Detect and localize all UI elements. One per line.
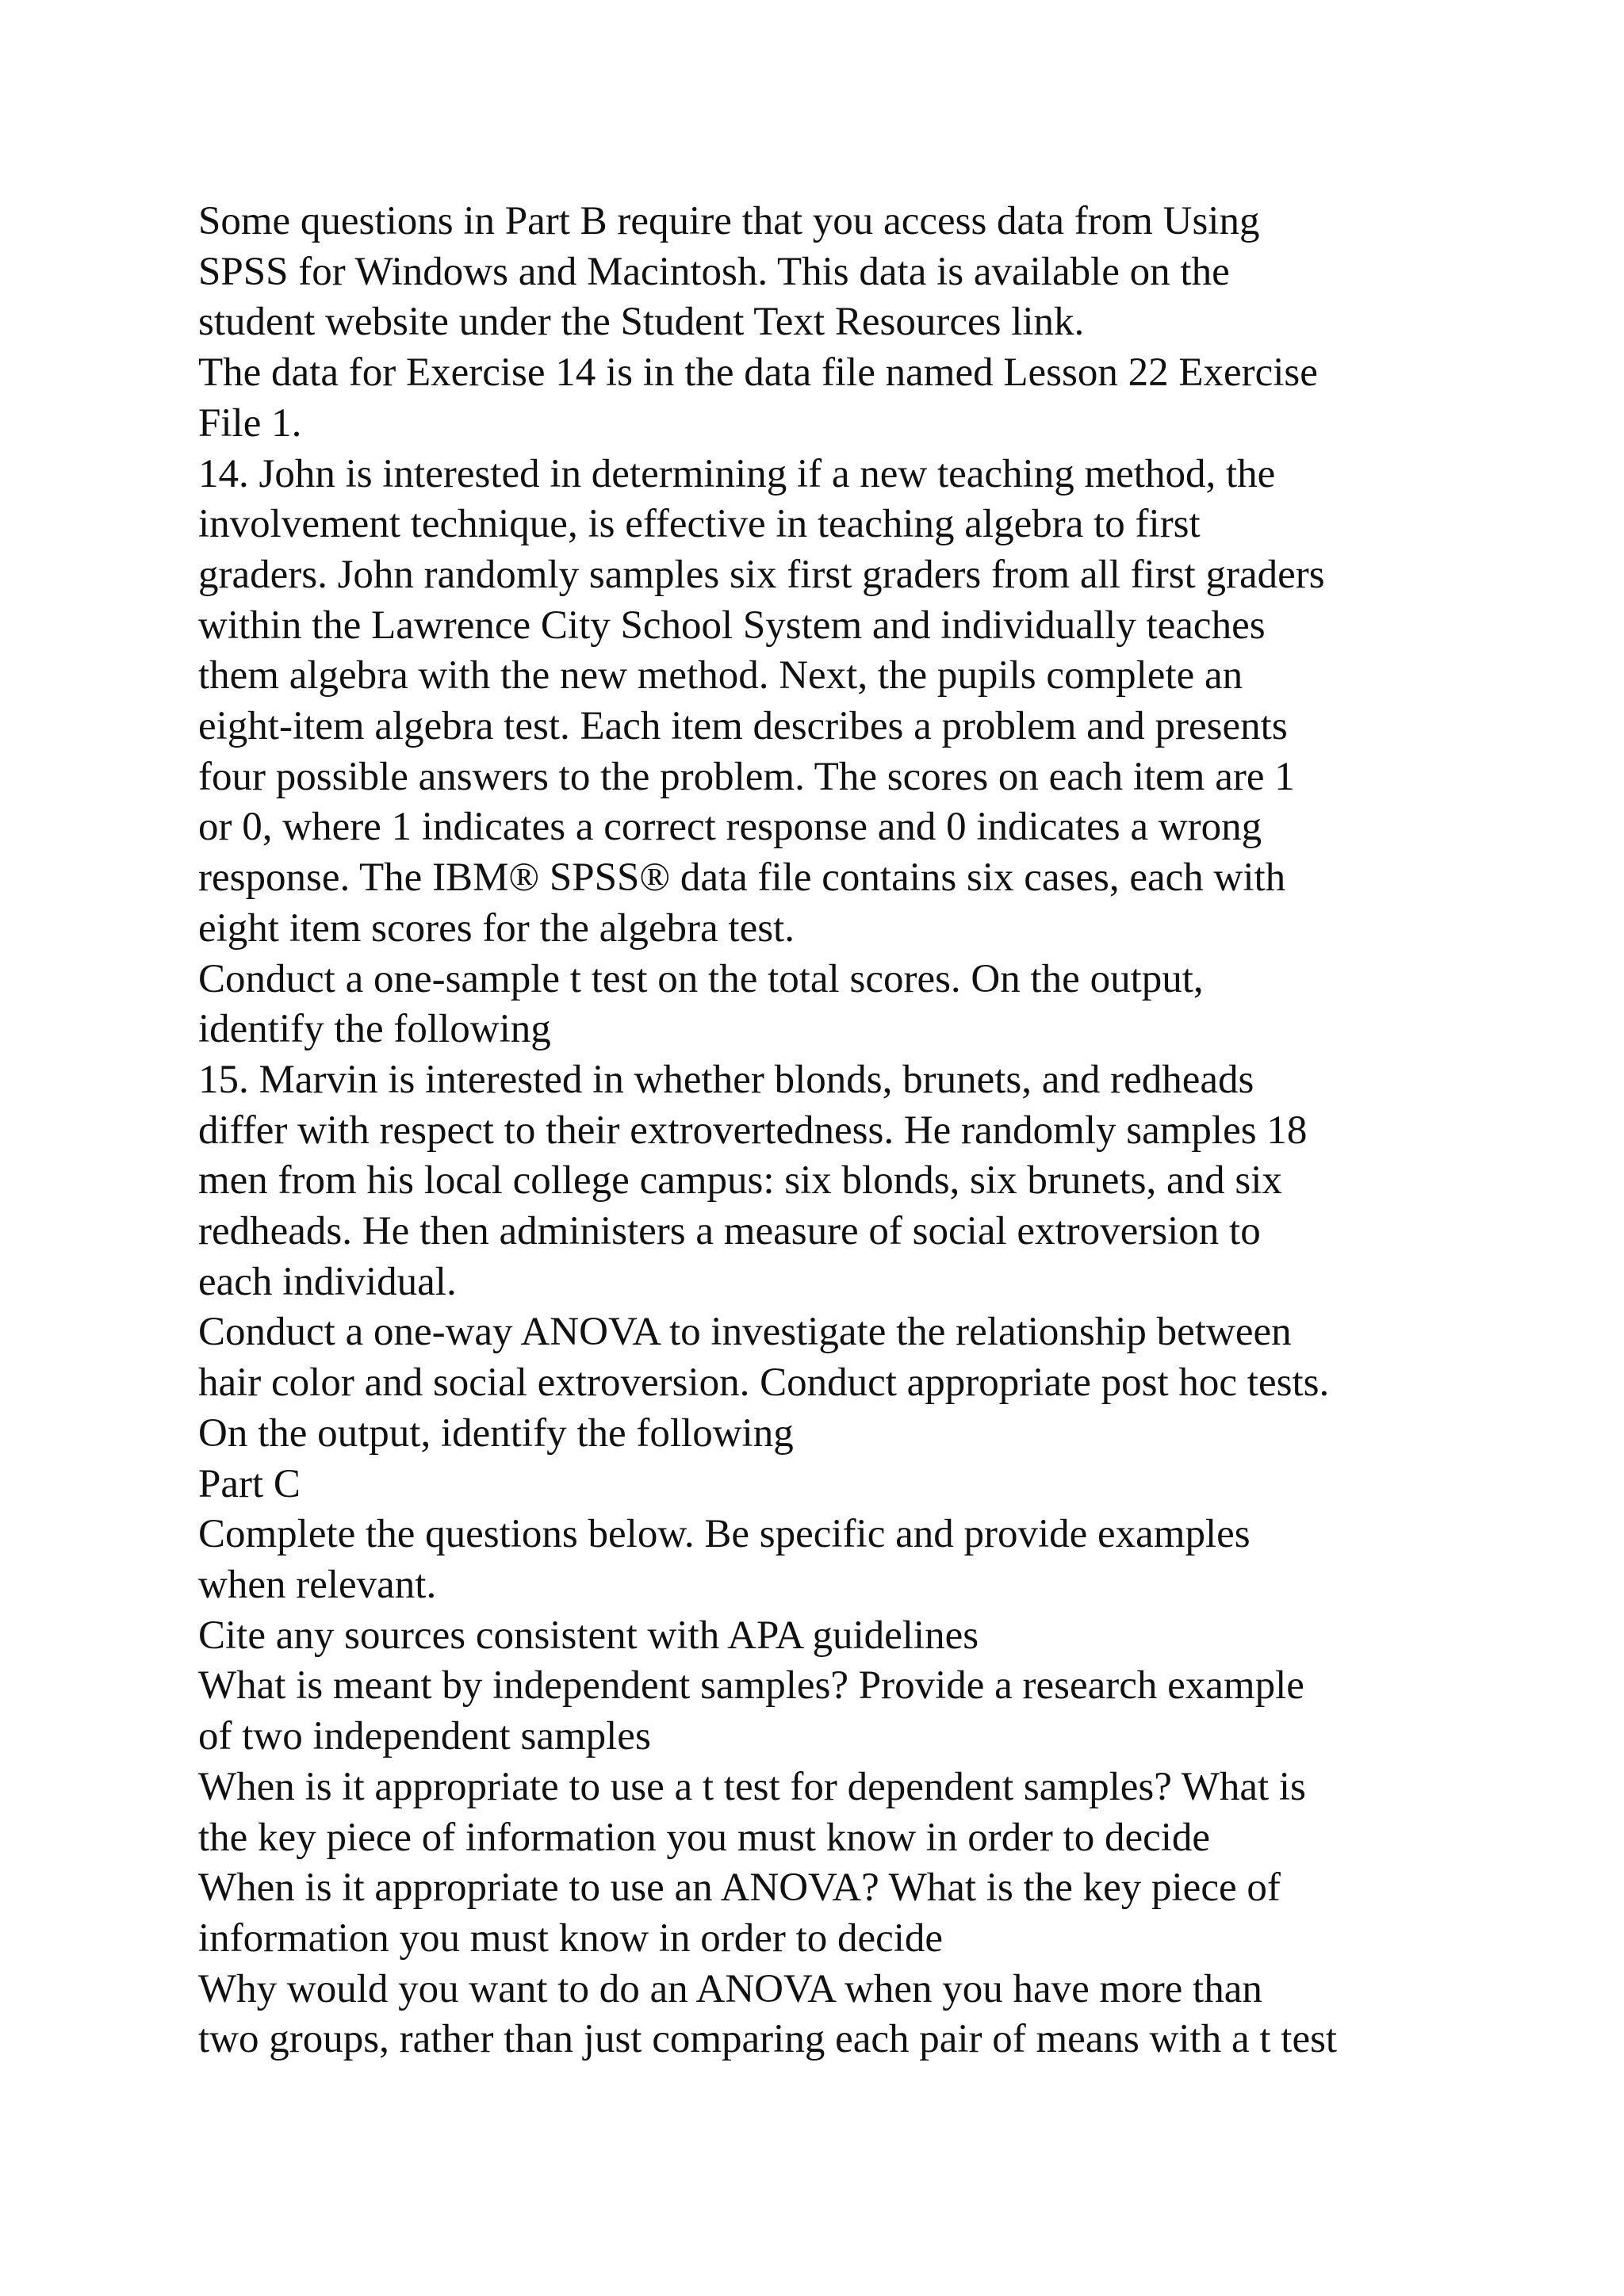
text-line: student website under the Student Text Resources link. bbox=[198, 300, 1085, 345]
text-line: response. The IBM® SPSS® data file contains six cases, each with bbox=[198, 855, 1286, 901]
text-line: graders. John randomly samples six first graders from all first graders bbox=[198, 552, 1325, 597]
text-line: identify the following bbox=[198, 1007, 551, 1052]
text-line: On the output, identify the following bbox=[198, 1410, 794, 1456]
text-line: the key piece of information you must know in order to decide bbox=[198, 1815, 1211, 1860]
text-line: Cite any sources consistent with APA guidelines bbox=[198, 1613, 979, 1658]
question-14-line: 14. John is interested in determining if a new teaching method, the bbox=[198, 451, 1276, 496]
text-line: Some questions in Part B require that you access data from Using bbox=[198, 199, 1260, 243]
question-15-line: 15. Marvin is interested in whether blonds, brunets, and redheads bbox=[198, 1057, 1254, 1102]
text-line: Conduct a one-way ANOVA to investigate the relationship between bbox=[198, 1310, 1292, 1355]
section-heading-part-c: Part C bbox=[198, 1461, 301, 1506]
text-line: File 1. bbox=[198, 400, 302, 446]
text-line: redheads. He then administers a measure of social extroversion to bbox=[198, 1209, 1261, 1254]
text-line: men from his local college campus: six blonds, six brunets, and six bbox=[198, 1158, 1282, 1203]
text-line: of two independent samples bbox=[198, 1714, 651, 1759]
document-body bbox=[198, 197, 1435, 2065]
text-line: four possible answers to the problem. The scores on each item are 1 bbox=[198, 754, 1295, 799]
text-line: each individual. bbox=[198, 1259, 457, 1304]
text-line: or 0, where 1 indicates a correct response and 0 indicates a wrong bbox=[198, 805, 1262, 850]
text-line: information you must know in order to decide bbox=[198, 1915, 944, 1961]
text-line: eight-item algebra test. Each item describes a problem and presents bbox=[198, 704, 1288, 749]
text-line: two groups, rather than just comparing each pair of means with a t test bbox=[198, 2017, 1338, 2062]
text-line: Why would you want to do an ANOVA when you have more than bbox=[198, 1966, 1262, 2011]
text-line: differ with respect to their extrovertedness. He randomly samples 18 bbox=[198, 1108, 1308, 1153]
text-line: within the Lawrence City School System and individually teaches bbox=[198, 603, 1266, 648]
text-line: eight item scores for the algebra test. bbox=[198, 905, 795, 951]
text-line: Conduct a one-sample t test on the total scores. On the output, bbox=[198, 956, 1204, 1001]
text-line: them algebra with the new method. Next, the pupils complete an bbox=[198, 653, 1243, 698]
text-line: SPSS for Windows and Macintosh. This data is available on the bbox=[198, 249, 1230, 294]
text-line: involvement technique, is effective in teaching algebra to first bbox=[198, 502, 1201, 547]
text-line: when relevant. bbox=[198, 1562, 437, 1607]
text-line: Complete the questions below. Be specific and provide examples bbox=[198, 1512, 1251, 1557]
text-line: hair color and social extroversion. Conduct appropriate post hoc tests. bbox=[198, 1360, 1330, 1406]
text-line: When is it appropriate to use a t test for dependent samples? What is bbox=[198, 1764, 1306, 1809]
text-line: The data for Exercise 14 is in the data file named Lesson 22 Exercise bbox=[198, 350, 1318, 396]
text-line: What is meant by independent samples? Provide a research example bbox=[198, 1663, 1304, 1709]
text-line: When is it appropriate to use an ANOVA? What is the key piece of bbox=[198, 1866, 1281, 1911]
